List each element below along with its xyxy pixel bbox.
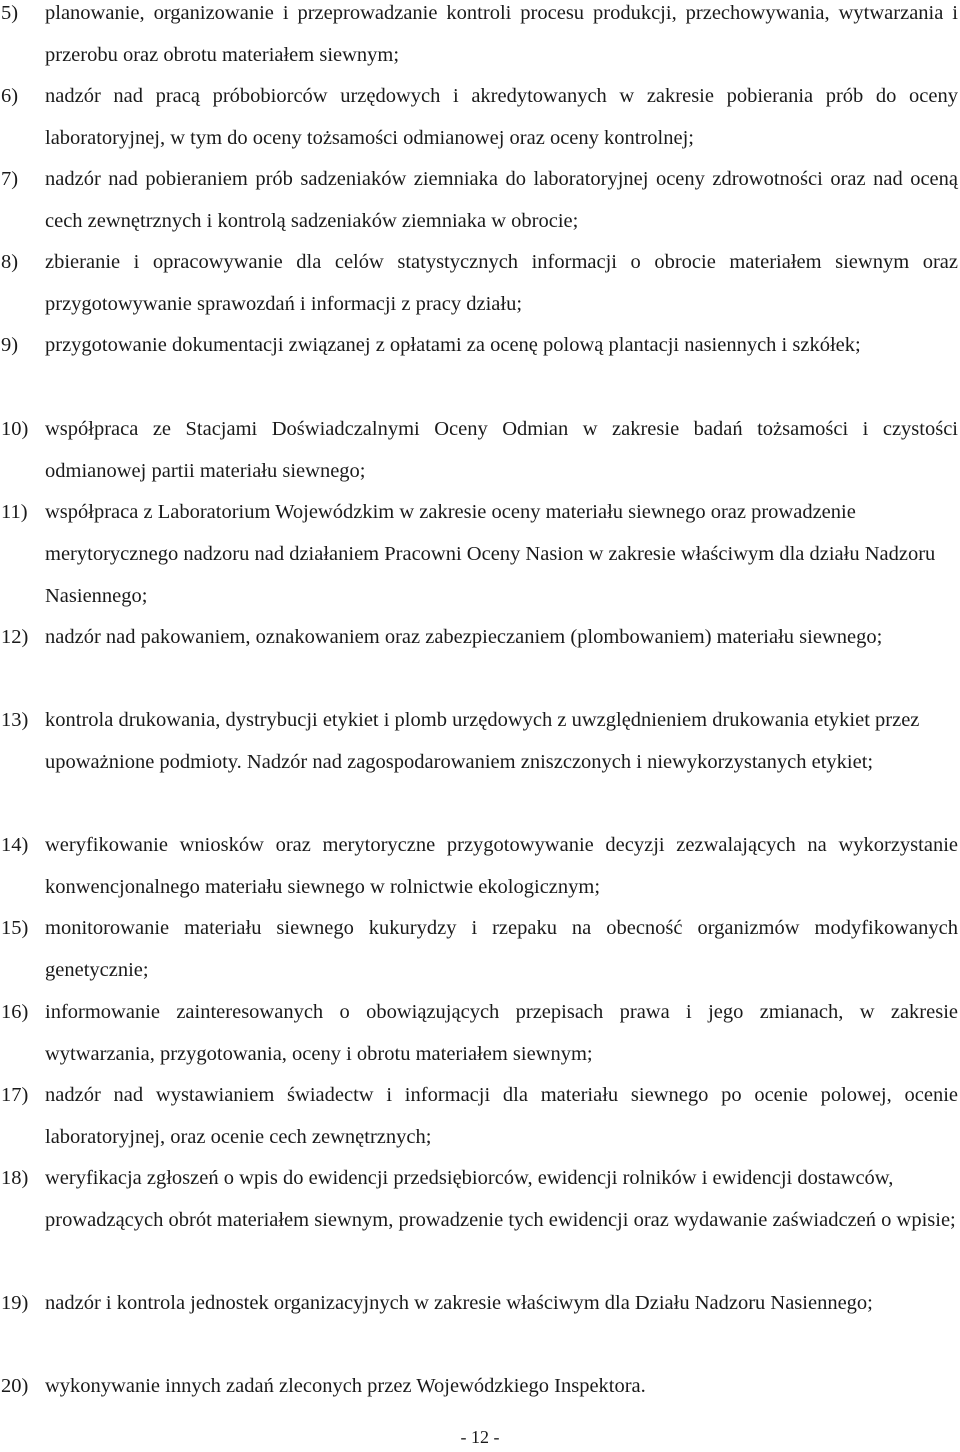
list-item-number: 10) [1,418,29,440]
list-item-text: monitorowanie materiału siewnego kukurydzy i rzepaku na obecność organizmów modyfikowanych genetycznie; [45,917,958,981]
list-item-number: 12) [1,626,29,648]
list-item [0,325,958,367]
list-item [0,908,958,992]
list-item [0,1158,958,1242]
list-item [0,159,958,243]
list-item-number: 14) [1,834,29,856]
list-item [0,992,958,1076]
list-item [0,242,958,326]
list-item-text: informowanie zainteresowanych o obowiązujących przepisach prawa i jego zmianach, w zakresie wytwarzania, przygotowania, oceny i obrotu materiałem siewnym; [45,1001,958,1065]
page-number: - 12 - [460,1427,500,1447]
list-item-text: współpraca z Laboratorium Wojewódzkim w zakresie oceny materiału siewnego oraz prowadzenie merytorycznego nadzoru nad działaniem Pracowni Oceny Nasion w zakresie właściwym dla działu Nadzoru Nasiennego; [45,501,936,607]
list-item-number: 5) [1,2,19,24]
list-item-text: planowanie, organizowanie i przeprowadzanie kontroli procesu produkcji, przechowywania, wytwarzania i przerobu oraz obrotu materiałem siewnym; [45,2,958,66]
list-item-text: nadzór nad pobieraniem prób sadzeniaków ziemniaka do laboratoryjnej oceny zdrowotności oraz nad oceną cech zewnętrznych i kontrolą sadzeniaków ziemniaka w obrocie; [45,168,958,232]
list-item [0,0,958,77]
list-item-number: 16) [1,1001,29,1023]
list-item-text: wykonywanie innych zadań zleconych przez Wojewódzkiego Inspektora. [45,1375,646,1397]
list-item [0,1283,958,1325]
list-item-text: nadzór nad pakowaniem, oznakowaniem oraz zabezpieczaniem (plombowaniem) materiału siewnego; [45,626,883,648]
list-item [0,492,958,617]
list-item [0,700,958,784]
list-item-number: 18) [1,1167,29,1189]
list-item-number: 13) [1,709,29,731]
list-item-text: weryfikowanie wniosków oraz merytoryczne przygotowywanie decyzji zezwalających na wykorzystanie konwencjonalnego materiału siewnego w rolnictwie ekologicznym; [45,834,958,898]
list-item-text: nadzór nad pracą próbobiorców urzędowych i akredytowanych w zakresie pobierania prób do oceny laboratoryjnej, w tym do oceny tożsamości odmianowej oraz oceny kontrolnej; [45,85,958,149]
list-item-text: kontrola drukowania, dystrybucji etykiet i plomb urzędowych z uwzględnieniem drukowania etykiet przez upoważnione podmioty. Nadzór nad zagospodarowaniem zniszczonych i niewykorzystanych etykiet; [45,709,920,773]
list-item-number: 8) [1,251,19,273]
list-item-number: 15) [1,917,29,939]
list-item [0,409,958,493]
list-item-number: 9) [1,334,19,356]
list-item-text: nadzór i kontrola jednostek organizacyjnych w zakresie właściwym dla Działu Nadzoru Nasiennego; [45,1292,873,1314]
list-item [0,617,958,659]
list-item-text: współpraca ze Stacjami Doświadczalnymi Oceny Odmian w zakresie badań tożsamości i czystości odmianowej partii materiału siewnego; [45,418,958,482]
list-item [0,1366,958,1408]
list-item [0,1075,958,1159]
list-item-text: zbieranie i opracowywanie dla celów statystycznych informacji o obrocie materiałem siewnym oraz przygotowywanie sprawozdań i informacji z pracy działu; [45,251,958,315]
list-item-text: nadzór nad wystawianiem świadectw i informacji dla materiału siewnego po ocenie polowej, ocenie laboratoryjnej, oraz ocenie cech zewnętrznych; [45,1084,958,1148]
list-item-number: 7) [1,168,19,190]
list-item-number: 17) [1,1084,29,1106]
list-item-number: 20) [1,1375,29,1397]
list-item-text: weryfikacja zgłoszeń o wpis do ewidencji przedsiębiorców, ewidencji rolników i ewidencji dostawców, prowadzących obrót materiałem siewnym, prowadzenie tych ewidencji oraz wydawanie zaświadczeń o wpisie; [45,1167,956,1231]
list-item [0,825,958,909]
list-item [0,76,958,160]
list-item-number: 11) [1,501,28,523]
list-item-text: przygotowanie dokumentacji związanej z opłatami za ocenę polową plantacji nasiennych i szkółek; [45,334,861,356]
list-item-number: 19) [1,1292,29,1314]
list-item-number: 6) [1,85,19,107]
